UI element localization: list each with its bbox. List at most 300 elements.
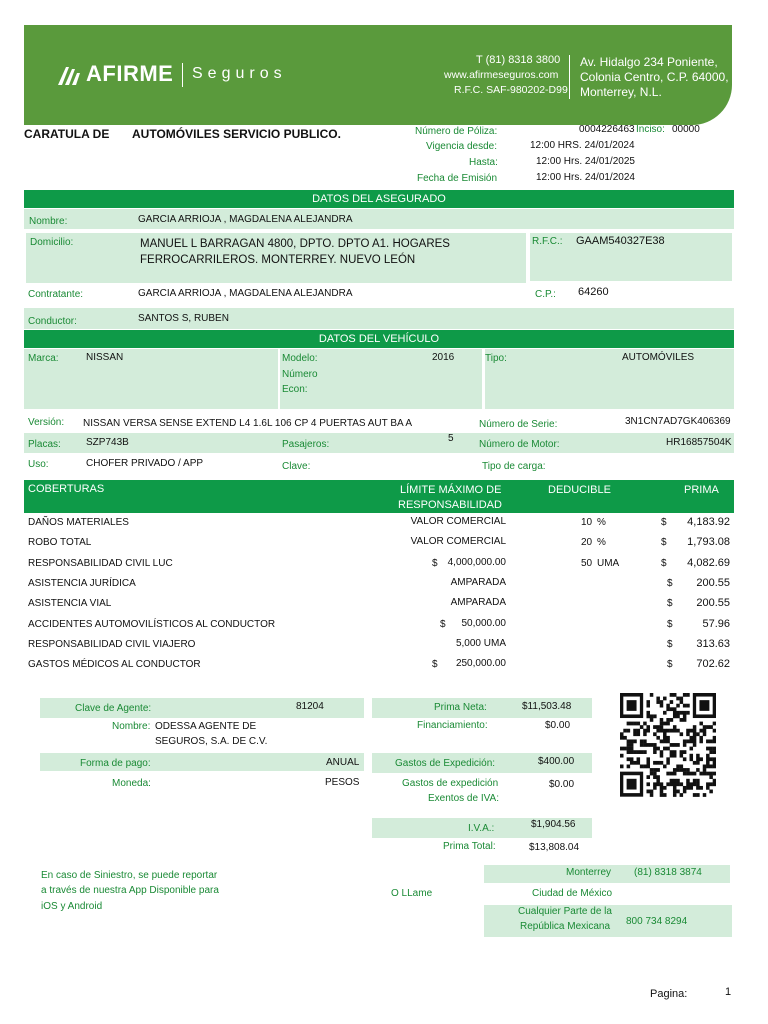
qr-module xyxy=(706,747,710,751)
qr-module xyxy=(676,765,680,769)
qr-module xyxy=(646,725,650,729)
qr-module xyxy=(686,772,690,776)
qr-module xyxy=(686,693,690,697)
coverage-name: DAÑOS MATERIALES xyxy=(28,517,129,528)
qr-module xyxy=(683,750,687,754)
qr-module xyxy=(666,747,670,751)
qr-module xyxy=(693,732,697,736)
qr-module xyxy=(703,729,707,733)
qr-module xyxy=(713,736,716,740)
moneda-value: PESOS xyxy=(325,777,360,788)
coverage-deductible: 20 xyxy=(581,537,593,548)
qr-module xyxy=(713,747,716,751)
qr-module xyxy=(680,768,684,772)
qr-module xyxy=(646,743,650,747)
conductor-value: SANTOS S, RUBEN xyxy=(138,313,229,324)
coverage-deductible-unit: UMA xyxy=(597,558,620,569)
qr-module xyxy=(646,711,650,715)
republica-label-2: República Mexicana xyxy=(520,921,611,932)
qr-module xyxy=(703,765,707,769)
qr-module xyxy=(627,765,631,769)
qr-module xyxy=(666,722,670,726)
qr-module xyxy=(653,772,657,776)
qr-module xyxy=(676,711,680,715)
qr-module xyxy=(627,747,631,751)
coverage-name: GASTOS MÉDICOS AL CONDUCTOR xyxy=(28,659,201,670)
qr-module xyxy=(620,732,624,736)
qr-module xyxy=(709,772,713,776)
qr-module xyxy=(673,779,677,783)
qr-module xyxy=(699,739,703,743)
qr-module xyxy=(640,765,644,769)
prima-total-label: Prima Total: xyxy=(443,841,496,852)
monterrey-label: Monterrey xyxy=(566,867,612,878)
qr-module xyxy=(699,729,703,733)
iva-value: $1,904.56 xyxy=(531,819,576,830)
serie-value: 3N1CN7AD7GK406369 xyxy=(625,416,731,427)
coverage-prima-currency: $ xyxy=(661,537,667,548)
qr-module xyxy=(660,786,664,790)
qr-module xyxy=(703,732,707,736)
serie-label: Número de Serie: xyxy=(479,419,558,430)
qr-module xyxy=(660,718,664,722)
qr-module xyxy=(663,729,667,733)
qr-finder xyxy=(699,700,709,711)
numero-label: Número xyxy=(282,369,318,380)
header-rfc: R.F.C. SAF-980202-D99 xyxy=(454,84,568,96)
qr-module xyxy=(676,729,680,733)
coverage-prima: 200.55 xyxy=(696,577,730,589)
qr-module xyxy=(660,750,664,754)
qr-module xyxy=(673,725,677,729)
qr-module xyxy=(670,772,674,776)
qr-module xyxy=(680,750,684,754)
qr-module xyxy=(660,790,664,794)
qr-module xyxy=(709,750,713,754)
brand-sub: Seguros xyxy=(192,65,287,82)
qr-module xyxy=(643,722,647,726)
qr-module xyxy=(699,772,703,776)
coverage-prima: 200.55 xyxy=(696,597,730,609)
qr-module xyxy=(653,768,657,772)
qr-module xyxy=(670,779,674,783)
republica-label-1: Cualquier Parte de la xyxy=(518,906,612,917)
qr-module xyxy=(670,707,674,711)
qr-module xyxy=(693,772,697,776)
qr-module xyxy=(663,747,667,751)
qr-module xyxy=(637,732,641,736)
qr-module xyxy=(693,779,697,783)
caratula-title: CARATULA DE xyxy=(24,127,110,141)
coverage-prima-currency: $ xyxy=(667,639,673,650)
qr-module xyxy=(703,793,707,797)
qr-module xyxy=(696,779,700,783)
financiamiento-value: $0.00 xyxy=(545,720,571,731)
qr-module xyxy=(709,790,713,794)
qr-module xyxy=(620,754,624,758)
qr-module xyxy=(696,761,700,765)
qr-module xyxy=(630,750,634,754)
qr-module xyxy=(706,725,710,729)
qr-module xyxy=(670,754,674,758)
rfc-label: R.F.C.: xyxy=(532,236,563,247)
qr-module xyxy=(696,768,700,772)
qr-module xyxy=(640,725,644,729)
qr-module xyxy=(680,732,684,736)
qr-module xyxy=(686,779,690,783)
qr-module xyxy=(683,739,687,743)
motor-label: Número de Motor: xyxy=(479,439,560,450)
emision-label: Fecha de Emisión xyxy=(417,173,498,184)
qr-module xyxy=(666,757,670,761)
qr-module xyxy=(653,714,657,718)
header-address-3: Monterrey, N.L. xyxy=(580,85,662,99)
qr-module xyxy=(660,700,664,704)
hasta-label: Hasta: xyxy=(469,157,498,168)
qr-module xyxy=(633,750,637,754)
qr-module xyxy=(627,739,631,743)
header-banner xyxy=(24,25,732,125)
qr-module xyxy=(673,693,677,697)
qr-module xyxy=(676,782,680,786)
qr-module xyxy=(620,765,624,769)
prima-total-value: $13,808.04 xyxy=(529,842,580,853)
header-address-2: Colonia Centro, C.P. 64000, xyxy=(580,70,729,84)
qr-module xyxy=(656,782,660,786)
qr-module xyxy=(680,718,684,722)
qr-module xyxy=(703,725,707,729)
qr-module xyxy=(709,765,713,769)
tipo-value: AUTOMÓVILES xyxy=(622,352,695,363)
qr-module xyxy=(663,732,667,736)
qr-module xyxy=(663,793,667,797)
qr-module xyxy=(673,768,677,772)
qr-module xyxy=(690,729,694,733)
qr-module xyxy=(653,743,657,747)
qr-module xyxy=(713,779,716,783)
qr-module xyxy=(627,729,631,733)
placas-bg xyxy=(24,433,734,453)
qr-module xyxy=(666,772,670,776)
qr-module xyxy=(656,761,660,765)
qr-module xyxy=(666,739,670,743)
qr-module xyxy=(666,761,670,765)
qr-module xyxy=(660,739,664,743)
agente-nombre-2: SEGUROS, S.A. DE C.V. xyxy=(155,736,268,747)
qr-module xyxy=(693,725,697,729)
qr-module xyxy=(650,768,654,772)
qr-module xyxy=(670,729,674,733)
qr-module xyxy=(656,736,660,740)
moneda-label: Moneda: xyxy=(112,778,151,789)
qr-module xyxy=(706,786,710,790)
coverage-name: RESPONSABILIDAD CIVIL VIAJERO xyxy=(28,639,196,650)
qr-module xyxy=(643,743,647,747)
cp-label: C.P.: xyxy=(535,289,556,300)
gastos-iva-label-2: Exentos de IVA: xyxy=(428,793,499,804)
qr-module xyxy=(683,704,687,708)
gastos-iva-label-1: Gastos de expedición xyxy=(402,778,499,789)
qr-module xyxy=(620,736,624,740)
qr-module xyxy=(703,768,707,772)
forma-pago-value: ANUAL xyxy=(326,757,360,768)
carga-label: Tipo de carga: xyxy=(482,461,546,472)
coverage-name: ASISTENCIA JURÍDICA xyxy=(28,578,136,589)
qr-module xyxy=(666,718,670,722)
coverage-name: RESPONSABILIDAD CIVIL LUC xyxy=(28,558,173,569)
financiamiento-label: Financiamiento: xyxy=(417,720,488,731)
clave-agente-value: 81204 xyxy=(296,701,324,712)
qr-module xyxy=(686,732,690,736)
qr-module xyxy=(683,693,687,697)
qr-module xyxy=(709,739,713,743)
coverage-limit: VALOR COMERCIAL xyxy=(410,516,506,527)
qr-module xyxy=(670,718,674,722)
qr-module xyxy=(713,782,716,786)
nombre-bg xyxy=(24,209,734,229)
qr-module xyxy=(650,743,654,747)
monterrey-phone: (81) 8318 3874 xyxy=(634,867,702,878)
qr-module xyxy=(650,693,654,697)
qr-module xyxy=(713,761,716,765)
qr-module xyxy=(633,739,637,743)
agente-nombre-label: Nombre: xyxy=(112,721,151,732)
num-poliza-label: Número de Póliza: xyxy=(415,126,498,137)
qr-module xyxy=(680,765,684,769)
qr-module xyxy=(703,772,707,776)
qr-module xyxy=(696,757,700,761)
coverage-limit: VALOR COMERCIAL xyxy=(410,536,506,547)
limite-header-2: RESPONSABILIDAD xyxy=(398,499,502,511)
qr-module xyxy=(673,743,677,747)
qr-module xyxy=(713,722,716,726)
qr-module xyxy=(630,739,634,743)
rfc-value: GAAM540327E38 xyxy=(576,235,665,247)
asegurado-band: DATOS DEL ASEGURADO xyxy=(24,190,734,208)
qr-module xyxy=(709,782,713,786)
siniestro-line-2: a través de nuestra App Disponible para xyxy=(41,885,219,896)
header-address-1: Av. Hidalgo 234 Poniente, xyxy=(580,55,718,69)
qr-module xyxy=(693,782,697,786)
gastos-iva-value: $0.00 xyxy=(549,779,575,790)
qr-module xyxy=(676,697,680,701)
inciso: 00000 xyxy=(672,124,700,135)
qr-module xyxy=(713,739,716,743)
pagina-number: 1 xyxy=(725,986,732,998)
qr-module xyxy=(646,729,650,733)
qr-module xyxy=(637,722,641,726)
conductor-bg xyxy=(24,308,734,329)
contratante-label: Contratante: xyxy=(28,289,84,300)
coverage-prima-currency: $ xyxy=(667,659,673,670)
qr-module xyxy=(666,707,670,711)
qr-module xyxy=(653,786,657,790)
qr-module xyxy=(686,786,690,790)
qr-finder xyxy=(627,700,637,711)
qr-module xyxy=(676,790,680,794)
iva-label: I.V.A.: xyxy=(468,823,495,834)
qr-module xyxy=(676,714,680,718)
econ-label: Econ: xyxy=(282,384,308,395)
coberturas-header: COBERTURAS xyxy=(28,483,105,495)
header-divider xyxy=(569,55,570,99)
placas-label: Placas: xyxy=(28,439,61,450)
coverage-deductible-unit: % xyxy=(597,537,606,548)
qr-module xyxy=(633,722,637,726)
coverage-limit: AMPARADA xyxy=(450,597,506,608)
qr-module xyxy=(623,729,627,733)
qr-module xyxy=(673,711,677,715)
qr-module xyxy=(646,775,650,779)
qr-module xyxy=(693,736,697,740)
qr-module xyxy=(699,757,703,761)
qr-module xyxy=(676,768,680,772)
qr-module xyxy=(699,786,703,790)
coverage-limit: AMPARADA xyxy=(450,577,506,588)
qr-module xyxy=(640,750,644,754)
qr-module xyxy=(660,722,664,726)
qr-module xyxy=(663,736,667,740)
qr-module xyxy=(686,711,690,715)
qr-module xyxy=(637,729,641,733)
qr-module xyxy=(653,747,657,751)
qr-module xyxy=(646,761,650,765)
qr-module xyxy=(650,714,654,718)
qr-module xyxy=(656,779,660,783)
qr-module xyxy=(690,772,694,776)
qr-module xyxy=(706,757,710,761)
inciso-label: Inciso: xyxy=(636,124,665,135)
qr-module xyxy=(653,761,657,765)
hasta: 12:00 Hrs. 24/01/2025 xyxy=(536,156,635,167)
qr-module xyxy=(666,729,670,733)
coverage-name: ROBO TOTAL xyxy=(28,537,92,548)
qr-module xyxy=(640,739,644,743)
coverage-prima: 4,183.92 xyxy=(687,516,730,528)
qr-module xyxy=(706,765,710,769)
qr-module xyxy=(666,704,670,708)
afirme-logo-icon xyxy=(58,63,88,85)
qr-module xyxy=(653,732,657,736)
coverage-deductible: 50 xyxy=(581,558,593,569)
qr-module xyxy=(643,729,647,733)
qr-module xyxy=(660,754,664,758)
coverage-limit: 250,000.00 xyxy=(455,658,506,669)
qr-module xyxy=(627,757,631,761)
qr-module xyxy=(627,750,631,754)
qr-module xyxy=(683,772,687,776)
qr-module xyxy=(713,729,716,733)
llame-label: O LLame xyxy=(391,888,433,899)
coverage-prima: 4,082.69 xyxy=(687,557,730,569)
uso-label: Uso: xyxy=(28,459,49,470)
qr-module xyxy=(630,761,634,765)
qr-module xyxy=(637,757,641,761)
qr-module xyxy=(686,782,690,786)
forma-pago-label: Forma de pago: xyxy=(80,758,151,769)
qr-module xyxy=(673,714,677,718)
vigencia: 12:00 HRS. 24/01/2024 xyxy=(530,140,635,151)
qr-module xyxy=(709,725,713,729)
tipo-bg xyxy=(485,349,734,409)
qr-module xyxy=(706,754,710,758)
brand-divider xyxy=(182,63,183,87)
prima-header: PRIMA xyxy=(684,484,719,496)
qr-module xyxy=(683,718,687,722)
qr-module xyxy=(713,765,716,769)
pagina-label: Pagina: xyxy=(650,988,688,1000)
qr-module xyxy=(673,790,677,794)
qr-module xyxy=(663,711,667,715)
qr-module xyxy=(706,772,710,776)
qr-module xyxy=(640,743,644,747)
siniestro-line-1: En caso de Siniestro, se puede reportar xyxy=(41,870,218,881)
coverage-prima: 57.96 xyxy=(702,618,730,630)
qr-module xyxy=(650,793,654,797)
marca-value: NISSAN xyxy=(86,352,124,363)
coverage-prima-currency: $ xyxy=(667,619,673,630)
coverage-limit: 50,000.00 xyxy=(461,618,506,629)
tipo-label: Tipo: xyxy=(485,353,507,364)
qr-module xyxy=(699,736,703,740)
qr-module xyxy=(696,793,700,797)
qr-module xyxy=(690,757,694,761)
qr-module xyxy=(663,739,667,743)
qr-module xyxy=(656,768,660,772)
qr-module xyxy=(709,775,713,779)
qr-module xyxy=(690,786,694,790)
qr-module xyxy=(690,747,694,751)
qr-module xyxy=(650,718,654,722)
qr-code xyxy=(620,693,716,797)
qr-module xyxy=(633,761,637,765)
qr-module xyxy=(713,772,716,776)
emision: 12:00 Hrs. 24/01/2024 xyxy=(536,172,635,183)
qr-module xyxy=(637,750,641,754)
product-title: AUTOMÓVILES SERVICIO PUBLICO. xyxy=(132,127,341,141)
nombre-label: Nombre: xyxy=(29,216,68,227)
qr-module xyxy=(683,711,687,715)
qr-module xyxy=(627,722,631,726)
qr-module xyxy=(686,729,690,733)
qr-module xyxy=(670,743,674,747)
qr-module xyxy=(713,757,716,761)
motor-value: HR16857504K xyxy=(666,437,732,448)
qr-module xyxy=(690,754,694,758)
qr-module xyxy=(660,793,664,797)
coverage-prima-currency: $ xyxy=(667,578,673,589)
coverage-limit: 4,000,000.00 xyxy=(447,557,506,568)
coverage-name: ASISTENCIA VIAL xyxy=(28,598,112,609)
qr-module xyxy=(680,711,684,715)
qr-module xyxy=(630,757,634,761)
qr-module xyxy=(673,782,677,786)
qr-module xyxy=(696,754,700,758)
qr-module xyxy=(653,725,657,729)
pasajeros-label: Pasajeros: xyxy=(282,439,330,450)
qr-module xyxy=(660,704,664,708)
qr-module xyxy=(656,775,660,779)
modelo-value: 2016 xyxy=(432,352,455,363)
qr-module xyxy=(646,714,650,718)
qr-module xyxy=(623,747,627,751)
qr-module xyxy=(680,782,684,786)
agente-nombre-1: ODESSA AGENTE DE xyxy=(155,721,257,732)
nombre-value: GARCIA ARRIOJA , MAGDALENA ALEJANDRA xyxy=(138,214,353,225)
qr-module xyxy=(696,732,700,736)
qr-module xyxy=(683,757,687,761)
qr-module xyxy=(630,743,634,747)
